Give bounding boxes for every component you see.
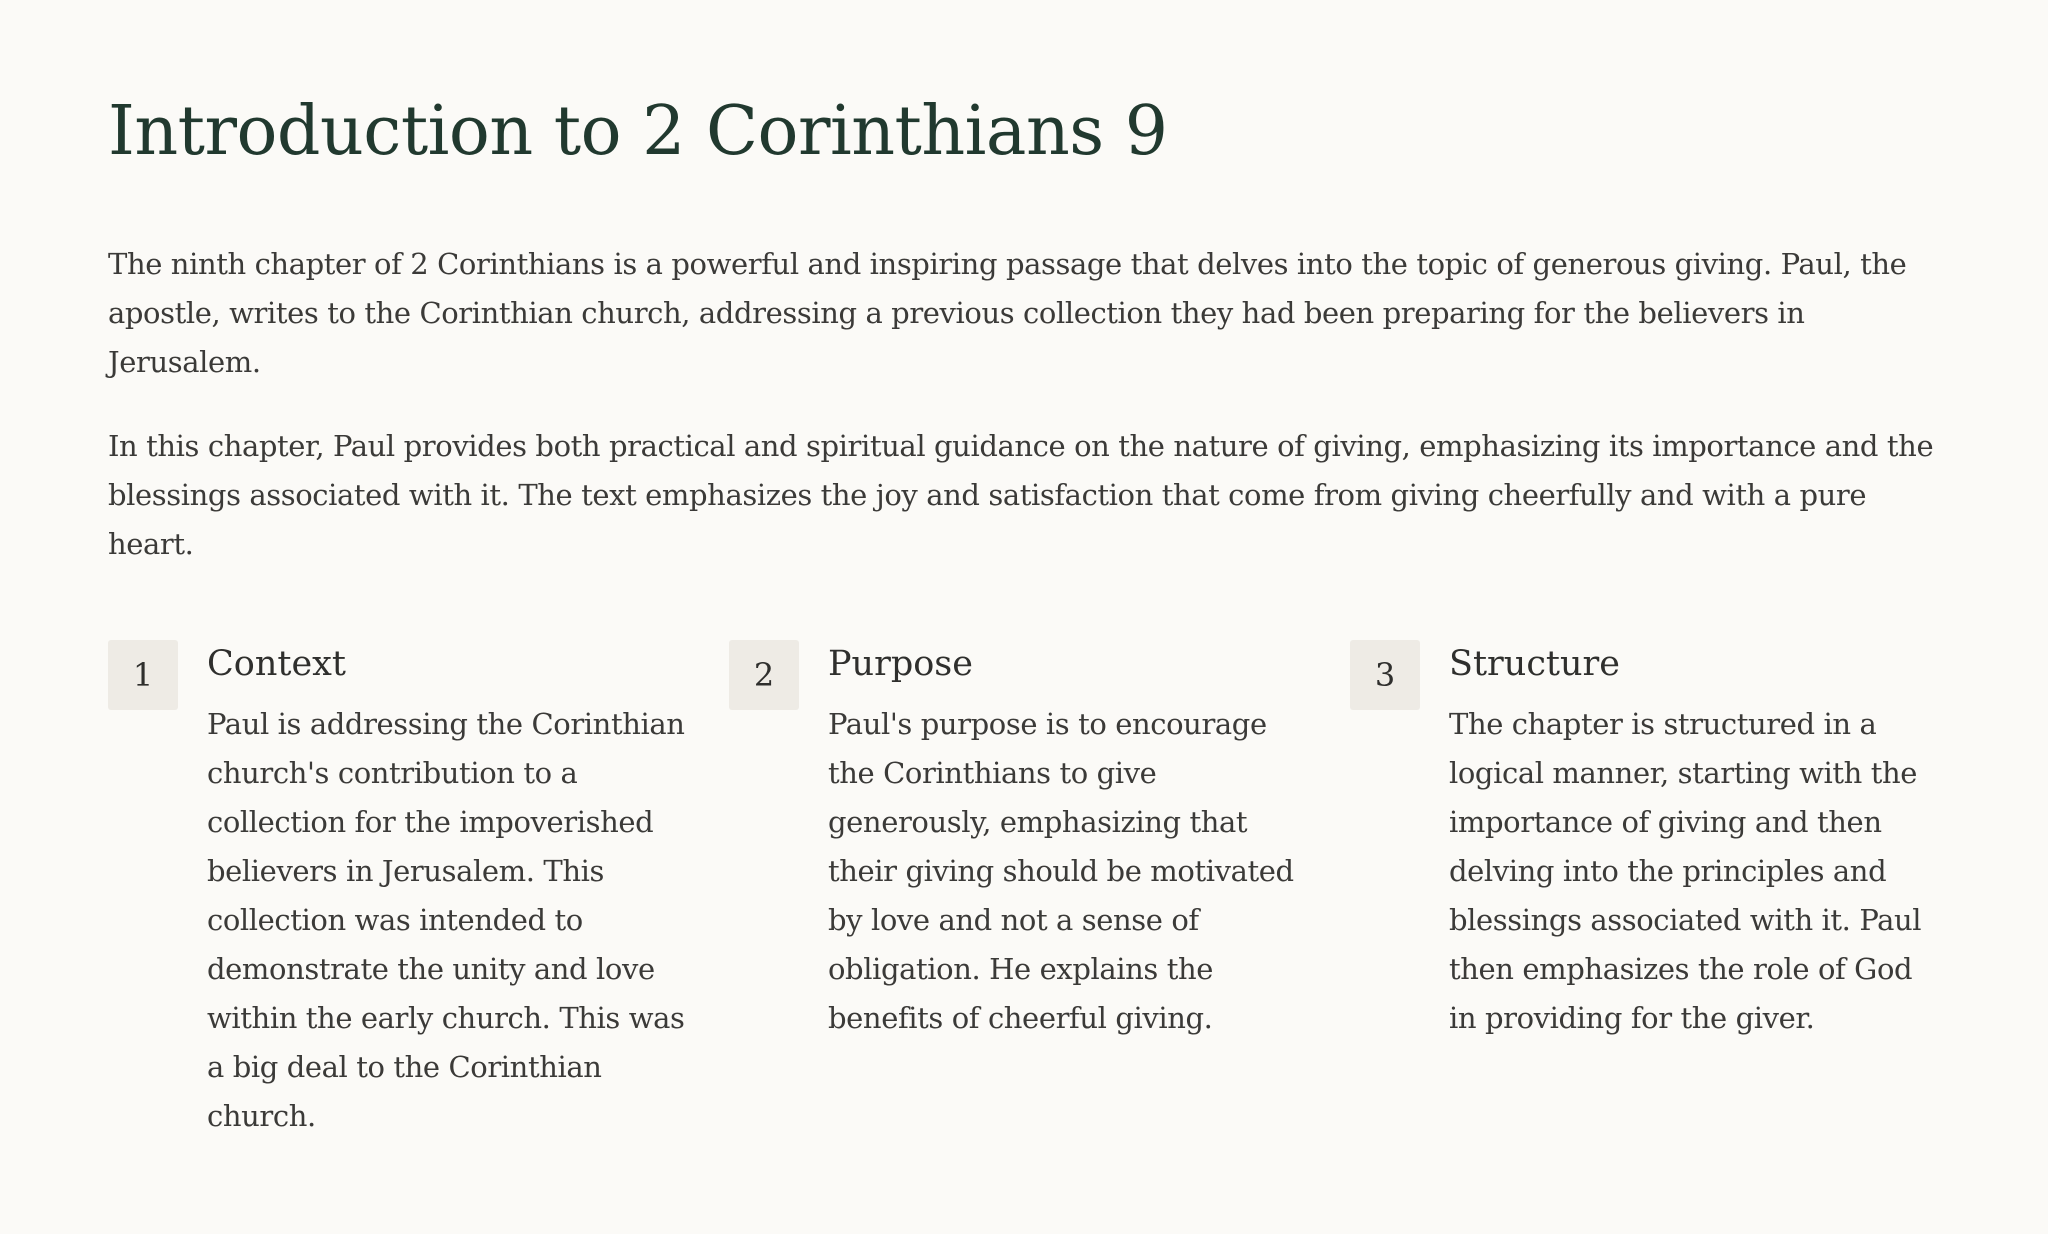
- intro-paragraph: In this chapter, Paul provides both practical and spiritual guidance on the nature of giving, emphasizing its importance and the blessings associated with it. The text emphasizes the joy and satisfaction that come from giving cheerfully and with a pure heart.: [108, 429, 1934, 561]
- card-title: Purpose: [828, 644, 973, 684]
- card-text: Paul's purpose is to encourage the Corinthians to give generously, emphasizing that their giving should be motivated by love and not a sense of obligation. He explains the benefits of cheerful giving.: [828, 707, 1294, 1035]
- card-title: Context: [207, 644, 346, 684]
- info-cards: [108, 638, 1948, 1158]
- card-body: [1449, 638, 1929, 1043]
- card-text: The chapter is structured in a logical manner, starting with the importance of giving and then delving into the principles and blessings associated with it. Paul then emphasizes the role of God in providing for the giver.: [1449, 707, 1922, 1035]
- page-title: Introduction to 2 Corinthians 9: [108, 92, 1168, 171]
- card-title: Structure: [1449, 644, 1620, 684]
- card-number-badge: 3: [1350, 640, 1420, 710]
- card-text: Paul is addressing the Corinthian church's contribution to a collection for the impoverished believers in Jerusalem. This collection was intended to demonstrate the unity and love within the early church. This was a big deal to the Corinthian church.: [207, 707, 685, 1133]
- intro-section: [108, 240, 1943, 604]
- intro-paragraph: The ninth chapter of 2 Corinthians is a powerful and inspiring passage that delves into the topic of generous giving. Paul, the apostle, writes to the Corinthian church, addressing a previous collection they had been preparing for the believers in Jerusalem.: [108, 247, 1907, 379]
- card-body: [207, 638, 687, 1141]
- card-body: [828, 638, 1308, 1043]
- card-number-badge: 1: [108, 640, 178, 710]
- card-number-badge: 2: [729, 640, 799, 710]
